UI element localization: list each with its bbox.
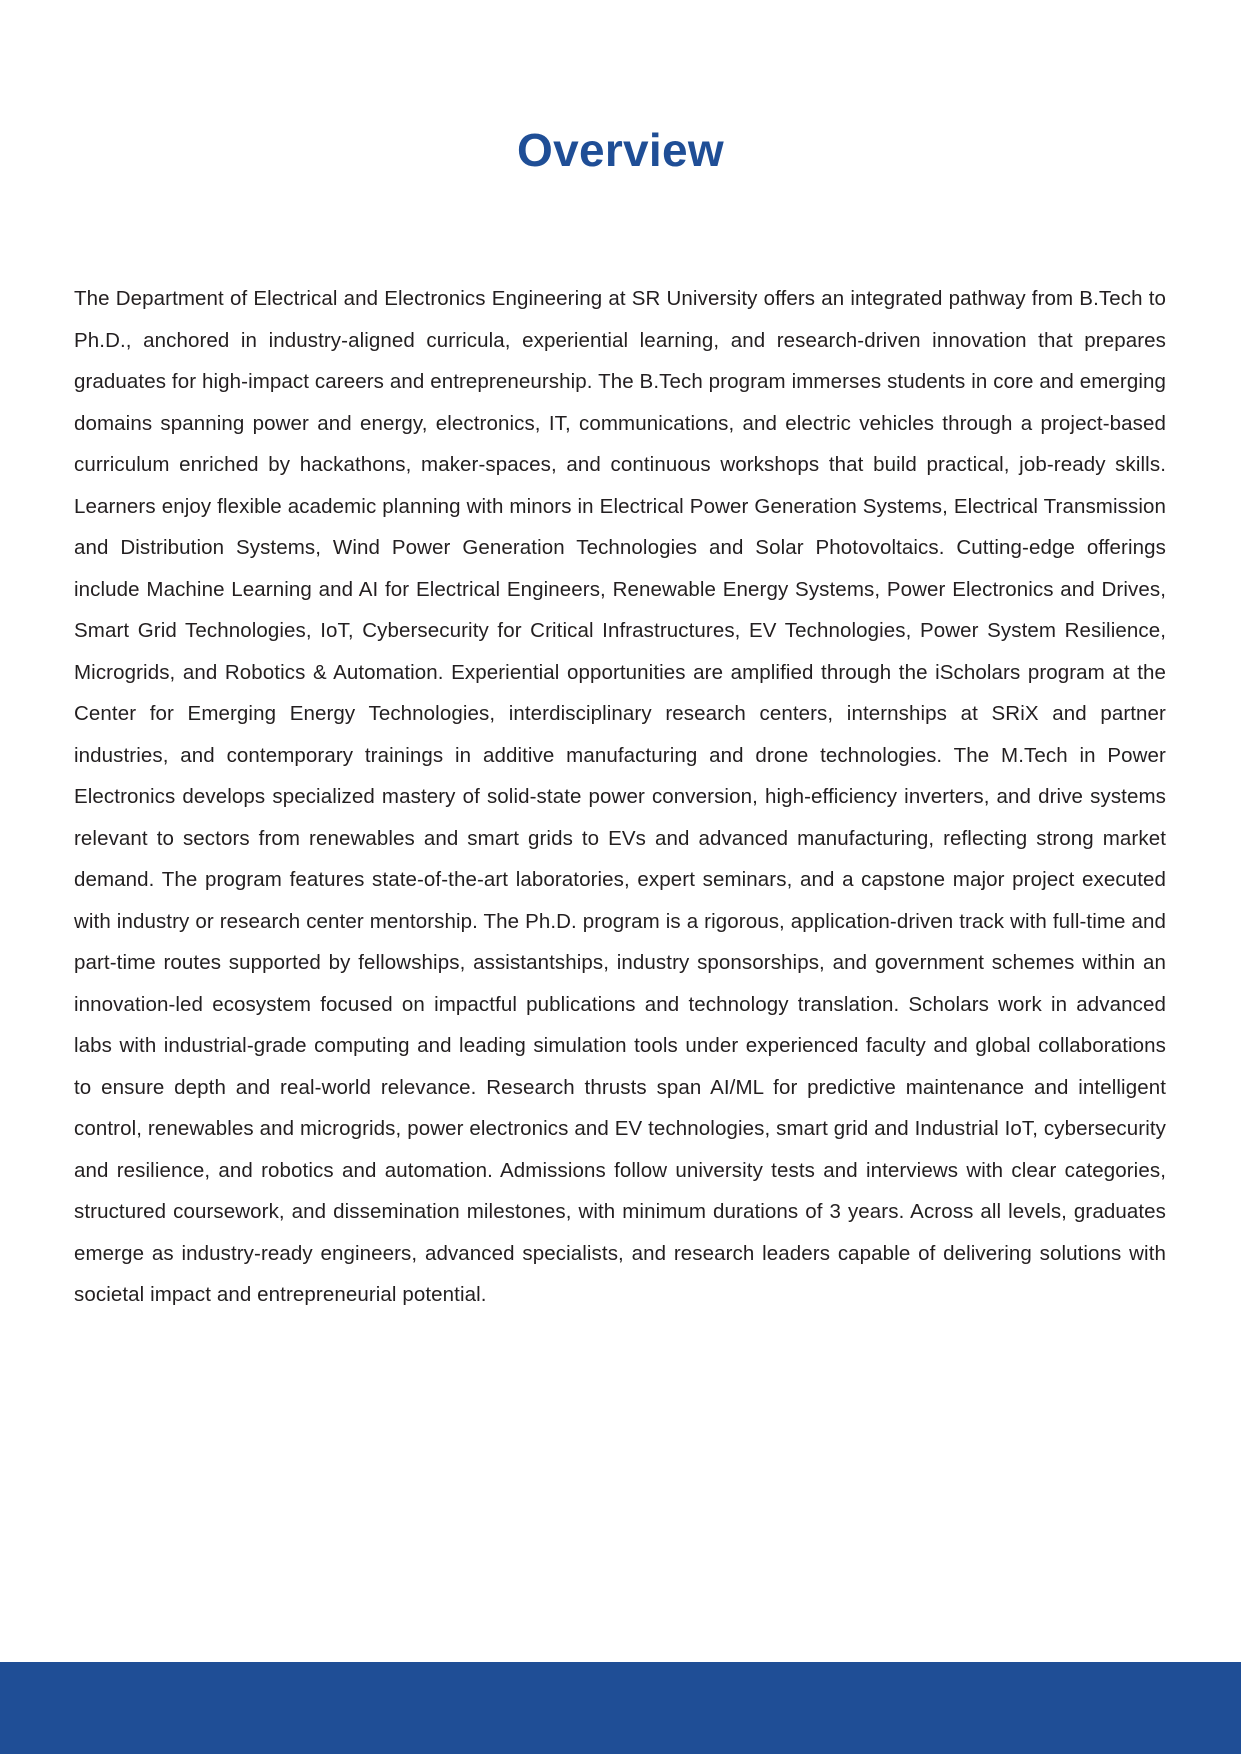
overview-content	[74, 278, 1166, 1316]
overview-paragraph: The Department of Electrical and Electronics Engineering at SR University offers an integrated pathway from B.Tech to Ph.D., anchored in industry-aligned curricula, experiential learning, and research-driven innovation that prepares graduates for high-impact careers and entrepreneurship. The B.Tech program immerses students in core and emerging domains spanning power and energy, electronics, IT, communications, and electric vehicles through a project-based curriculum enriched by hackathons, maker-spaces, and continuous workshops that build practical, job-ready skills. Learners enjoy flexible academic planning with minors in Electrical Power Generation Systems, Electrical Transmission and Distribution Systems, Wind Power Generation Technologies and Solar Photovoltaics. Cutting-edge offerings include Machine Learning and AI for Electrical Engineers, Renewable Energy Systems, Power Electronics and Drives, Smart Grid Technologies, IoT, Cybersecurity for Critical Infrastructures, EV Technologies, Power System Resilience, Microgrids, and Robotics & Automation. Experiential opportunities are amplified through the iScholars program at the Center for Emerging Energy Technologies, interdisciplinary research centers, internships at SRiX and partner industries, and contemporary trainings in additive manufacturing and drone technologies. The M.Tech in Power Electronics develops specialized mastery of solid-state power conversion, high-efficiency inverters, and drive systems relevant to sectors from renewables and smart grids to EVs and advanced manufacturing, reflecting strong market demand. The program features state-of-the-art laboratories, expert seminars, and a capstone major project executed with industry or research center mentorship. The Ph.D. program is a rigorous, application-driven track with full-time and part-time routes supported by fellowships, assistantships, industry sponsorships, and government schemes within an innovation-led ecosystem focused on impactful publications and technology translation. Scholars work in advanced labs with industrial-grade computing and leading simulation tools under experienced faculty and global collaborations to ensure depth and real-world relevance. Research thrusts span AI/ML for predictive maintenance and intelligent control, renewables and microgrids, power electronics and EV technologies, smart grid and Industrial IoT, cybersecurity and resilience, and robotics and automation. Admissions follow university tests and interviews with clear categories, structured coursework, and dissemination milestones, with minimum durations of 3 years. Across all levels, graduates emerge as industry-ready engineers, advanced specialists, and research leaders capable of delivering solutions with societal impact and entrepreneurial potential.	[74, 287, 1166, 1306]
page-title: Overview	[517, 123, 724, 176]
footer-bar	[0, 1662, 1241, 1754]
